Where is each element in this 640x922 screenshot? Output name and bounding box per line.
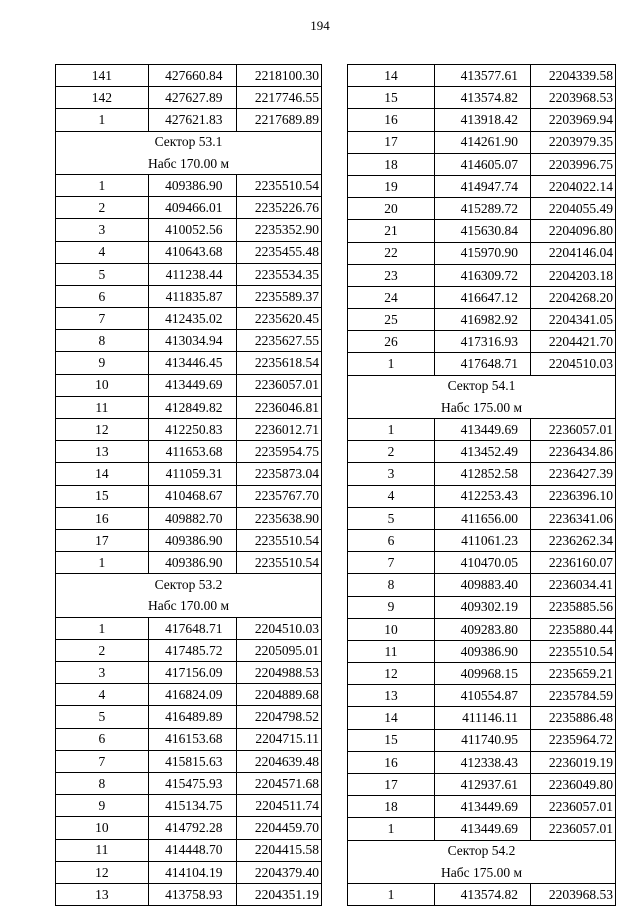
table-row	[56, 773, 322, 795]
table-row	[348, 109, 616, 131]
table-row	[56, 728, 322, 750]
y-coordinate-cell: 2204889.68	[237, 684, 322, 706]
x-coordinate-cell: 412937.61	[435, 774, 531, 796]
point-number-cell: 10	[56, 817, 149, 839]
point-number-cell: 1	[56, 617, 149, 639]
table-row	[56, 87, 322, 109]
y-coordinate-cell: 2236434.86	[531, 441, 616, 463]
x-coordinate-cell: 413758.93	[148, 883, 237, 905]
table-row	[348, 707, 616, 729]
y-coordinate-cell: 2236341.06	[531, 507, 616, 529]
table-row	[348, 242, 616, 264]
point-number-cell: 20	[348, 198, 435, 220]
table-row	[56, 617, 322, 639]
y-coordinate-cell: 2236427.39	[531, 463, 616, 485]
table-row	[348, 264, 616, 286]
point-number-cell: 1	[56, 109, 149, 131]
x-coordinate-cell: 413449.69	[435, 818, 531, 840]
point-number-cell: 4	[56, 241, 149, 263]
y-coordinate-cell: 2236262.34	[531, 529, 616, 551]
table-row	[56, 795, 322, 817]
y-coordinate-cell: 2204988.53	[237, 662, 322, 684]
y-coordinate-cell: 2204351.19	[237, 883, 322, 905]
x-coordinate-cell: 409386.90	[148, 174, 237, 196]
point-number-cell: 16	[348, 751, 435, 773]
sector-title-row	[348, 375, 616, 397]
table-row	[56, 839, 322, 861]
point-number-cell: 7	[56, 750, 149, 772]
point-number-cell: 5	[56, 263, 149, 285]
y-coordinate-cell: 2235885.56	[531, 596, 616, 618]
y-coordinate-cell: 2204421.70	[531, 331, 616, 353]
x-coordinate-cell: 416489.89	[148, 706, 237, 728]
point-number-cell: 17	[348, 131, 435, 153]
y-coordinate-cell: 2235510.54	[237, 529, 322, 551]
sector-height-row	[348, 862, 616, 884]
table-row	[56, 750, 322, 772]
point-number-cell: 13	[56, 883, 149, 905]
y-coordinate-cell: 2204341.05	[531, 309, 616, 331]
y-coordinate-cell: 2204639.48	[237, 750, 322, 772]
sector-title: Сектор 53.1	[56, 131, 322, 153]
x-coordinate-cell: 412338.43	[435, 751, 531, 773]
point-number-cell: 7	[348, 552, 435, 574]
point-number-cell: 7	[56, 308, 149, 330]
y-coordinate-cell: 2204268.20	[531, 286, 616, 308]
point-number-cell: 5	[348, 507, 435, 529]
table-row	[348, 131, 616, 153]
point-number-cell: 1	[348, 419, 435, 441]
point-number-cell: 18	[348, 796, 435, 818]
x-coordinate-cell: 417485.72	[148, 639, 237, 661]
point-number-cell: 22	[348, 242, 435, 264]
point-number-cell: 24	[348, 286, 435, 308]
sector-height: Набс 170.00 м	[56, 596, 322, 618]
y-coordinate-cell: 2204415.58	[237, 839, 322, 861]
y-coordinate-cell: 2204571.68	[237, 773, 322, 795]
table-row	[56, 861, 322, 883]
table-row	[348, 883, 616, 905]
y-coordinate-cell: 2235620.45	[237, 308, 322, 330]
table-row	[348, 796, 616, 818]
table-row	[56, 507, 322, 529]
y-coordinate-cell: 2235638.90	[237, 507, 322, 529]
x-coordinate-cell: 415289.72	[435, 198, 531, 220]
table-row	[348, 640, 616, 662]
x-coordinate-cell: 410643.68	[148, 241, 237, 263]
x-coordinate-cell: 411238.44	[148, 263, 237, 285]
x-coordinate-cell: 411146.11	[435, 707, 531, 729]
point-number-cell: 21	[348, 220, 435, 242]
table-row	[348, 463, 616, 485]
x-coordinate-cell: 409882.70	[148, 507, 237, 529]
x-coordinate-cell: 412852.58	[435, 463, 531, 485]
y-coordinate-cell: 2236019.19	[531, 751, 616, 773]
x-coordinate-cell: 416309.72	[435, 264, 531, 286]
x-coordinate-cell: 416647.12	[435, 286, 531, 308]
table-row	[348, 309, 616, 331]
y-coordinate-cell: 2217689.89	[237, 109, 322, 131]
y-coordinate-cell: 2203968.53	[531, 87, 616, 109]
x-coordinate-cell: 409386.90	[148, 552, 237, 574]
table-row	[56, 352, 322, 374]
table-row	[56, 485, 322, 507]
right-coordinate-table	[347, 64, 616, 906]
table-row	[348, 685, 616, 707]
point-number-cell: 8	[348, 574, 435, 596]
y-coordinate-cell: 2236057.01	[531, 796, 616, 818]
point-number-cell: 1	[348, 818, 435, 840]
x-coordinate-cell: 412849.82	[148, 396, 237, 418]
table-row	[348, 331, 616, 353]
x-coordinate-cell: 417648.71	[435, 353, 531, 375]
table-row	[56, 263, 322, 285]
y-coordinate-cell: 2204510.03	[237, 617, 322, 639]
y-coordinate-cell: 2235954.75	[237, 441, 322, 463]
x-coordinate-cell: 413449.69	[148, 374, 237, 396]
x-coordinate-cell: 413446.45	[148, 352, 237, 374]
point-number-cell: 1	[56, 552, 149, 574]
point-number-cell: 17	[56, 529, 149, 551]
y-coordinate-cell: 2235767.70	[237, 485, 322, 507]
table-row	[56, 706, 322, 728]
y-coordinate-cell: 2204510.03	[531, 353, 616, 375]
y-coordinate-cell: 2204096.80	[531, 220, 616, 242]
point-number-cell: 17	[348, 774, 435, 796]
table-row	[56, 285, 322, 307]
y-coordinate-cell: 2236160.07	[531, 552, 616, 574]
x-coordinate-cell: 409386.90	[148, 529, 237, 551]
x-coordinate-cell: 413452.49	[435, 441, 531, 463]
x-coordinate-cell: 412253.43	[435, 485, 531, 507]
x-coordinate-cell: 411835.87	[148, 285, 237, 307]
table-row	[348, 618, 616, 640]
x-coordinate-cell: 413574.82	[435, 883, 531, 905]
sector-height-row	[56, 153, 322, 175]
y-coordinate-cell: 2235618.54	[237, 352, 322, 374]
y-coordinate-cell: 2205095.01	[237, 639, 322, 661]
table-row	[56, 65, 322, 87]
table-row	[56, 197, 322, 219]
y-coordinate-cell: 2218100.30	[237, 65, 322, 87]
table-row	[348, 485, 616, 507]
y-coordinate-cell: 2204379.40	[237, 861, 322, 883]
point-number-cell: 9	[348, 596, 435, 618]
table-row	[56, 241, 322, 263]
y-coordinate-cell: 2235589.37	[237, 285, 322, 307]
x-coordinate-cell: 413034.94	[148, 330, 237, 352]
point-number-cell: 1	[348, 353, 435, 375]
y-coordinate-cell: 2235659.21	[531, 663, 616, 685]
y-coordinate-cell: 2203969.94	[531, 109, 616, 131]
y-coordinate-cell: 2203979.35	[531, 131, 616, 153]
table-row	[56, 441, 322, 463]
x-coordinate-cell: 414448.70	[148, 839, 237, 861]
x-coordinate-cell: 415970.90	[435, 242, 531, 264]
y-coordinate-cell: 2204203.18	[531, 264, 616, 286]
x-coordinate-cell: 415630.84	[435, 220, 531, 242]
x-coordinate-cell: 412250.83	[148, 419, 237, 441]
table-row	[56, 330, 322, 352]
x-coordinate-cell: 411740.95	[435, 729, 531, 751]
point-number-cell: 4	[348, 485, 435, 507]
x-coordinate-cell: 417156.09	[148, 662, 237, 684]
table-row	[56, 396, 322, 418]
x-coordinate-cell: 409302.19	[435, 596, 531, 618]
table-row	[56, 419, 322, 441]
x-coordinate-cell: 411656.00	[435, 507, 531, 529]
x-coordinate-cell: 415815.63	[148, 750, 237, 772]
table-row	[56, 662, 322, 684]
y-coordinate-cell: 2235510.54	[237, 174, 322, 196]
y-coordinate-cell: 2204339.58	[531, 65, 616, 87]
point-number-cell: 4	[56, 684, 149, 706]
point-number-cell: 6	[56, 285, 149, 307]
table-row	[348, 818, 616, 840]
x-coordinate-cell: 409466.01	[148, 197, 237, 219]
x-coordinate-cell: 409386.90	[435, 640, 531, 662]
x-coordinate-cell: 411059.31	[148, 463, 237, 485]
sector-height: Набс 170.00 м	[56, 153, 322, 175]
point-number-cell: 2	[348, 441, 435, 463]
sector-title: Сектор 54.1	[348, 375, 616, 397]
point-number-cell: 11	[56, 839, 149, 861]
y-coordinate-cell: 2203996.75	[531, 153, 616, 175]
x-coordinate-cell: 427621.83	[148, 109, 237, 131]
x-coordinate-cell: 427627.89	[148, 87, 237, 109]
table-row	[348, 751, 616, 773]
y-coordinate-cell: 2235352.90	[237, 219, 322, 241]
x-coordinate-cell: 416153.68	[148, 728, 237, 750]
y-coordinate-cell: 2235784.59	[531, 685, 616, 707]
point-number-cell: 15	[56, 485, 149, 507]
y-coordinate-cell: 2236046.81	[237, 396, 322, 418]
y-coordinate-cell: 2235886.48	[531, 707, 616, 729]
point-number-cell: 11	[348, 640, 435, 662]
table-row	[348, 175, 616, 197]
point-number-cell: 10	[348, 618, 435, 640]
table-row	[348, 729, 616, 751]
point-number-cell: 3	[56, 219, 149, 241]
x-coordinate-cell: 414261.90	[435, 131, 531, 153]
point-number-cell: 8	[56, 773, 149, 795]
x-coordinate-cell: 413449.69	[435, 419, 531, 441]
y-coordinate-cell: 2204022.14	[531, 175, 616, 197]
y-coordinate-cell: 2204715.11	[237, 728, 322, 750]
x-coordinate-cell: 410554.87	[435, 685, 531, 707]
point-number-cell: 1	[56, 174, 149, 196]
y-coordinate-cell: 2236012.71	[237, 419, 322, 441]
x-coordinate-cell: 413574.82	[435, 87, 531, 109]
y-coordinate-cell: 2235964.72	[531, 729, 616, 751]
sector-title: Сектор 53.2	[56, 574, 322, 596]
y-coordinate-cell: 2235627.55	[237, 330, 322, 352]
x-coordinate-cell: 412435.02	[148, 308, 237, 330]
point-number-cell: 16	[348, 109, 435, 131]
table-row	[56, 552, 322, 574]
point-number-cell: 15	[348, 87, 435, 109]
point-number-cell: 5	[56, 706, 149, 728]
y-coordinate-cell: 2236057.01	[237, 374, 322, 396]
sector-height: Набс 175.00 м	[348, 397, 616, 419]
page-number: 194	[310, 18, 330, 33]
point-number-cell: 10	[56, 374, 149, 396]
point-number-cell: 14	[348, 707, 435, 729]
table-row	[348, 507, 616, 529]
point-number-cell: 2	[56, 639, 149, 661]
y-coordinate-cell: 2217746.55	[237, 87, 322, 109]
point-number-cell: 19	[348, 175, 435, 197]
point-number-cell: 13	[348, 685, 435, 707]
y-coordinate-cell: 2235455.48	[237, 241, 322, 263]
table-row	[348, 441, 616, 463]
x-coordinate-cell: 410470.05	[435, 552, 531, 574]
table-row	[348, 353, 616, 375]
x-coordinate-cell: 411653.68	[148, 441, 237, 463]
point-number-cell: 16	[56, 507, 149, 529]
point-number-cell: 3	[56, 662, 149, 684]
y-coordinate-cell: 2204146.04	[531, 242, 616, 264]
table-row	[56, 817, 322, 839]
x-coordinate-cell: 416824.09	[148, 684, 237, 706]
table-row	[348, 529, 616, 551]
point-number-cell: 11	[56, 396, 149, 418]
x-coordinate-cell: 410052.56	[148, 219, 237, 241]
left-coordinate-table	[55, 64, 322, 906]
x-coordinate-cell: 413449.69	[435, 796, 531, 818]
point-number-cell: 3	[348, 463, 435, 485]
point-number-cell: 2	[56, 197, 149, 219]
point-number-cell: 8	[56, 330, 149, 352]
x-coordinate-cell: 414605.07	[435, 153, 531, 175]
y-coordinate-cell: 2236049.80	[531, 774, 616, 796]
y-coordinate-cell: 2204459.70	[237, 817, 322, 839]
x-coordinate-cell: 417648.71	[148, 617, 237, 639]
table-row	[348, 198, 616, 220]
point-number-cell: 9	[56, 795, 149, 817]
y-coordinate-cell: 2204511.74	[237, 795, 322, 817]
x-coordinate-cell: 416982.92	[435, 309, 531, 331]
sector-height: Набс 175.00 м	[348, 862, 616, 884]
table-row	[56, 639, 322, 661]
x-coordinate-cell: 413577.61	[435, 65, 531, 87]
point-number-cell: 23	[348, 264, 435, 286]
point-number-cell: 142	[56, 87, 149, 109]
y-coordinate-cell: 2235873.04	[237, 463, 322, 485]
y-coordinate-cell: 2204055.49	[531, 198, 616, 220]
table-row	[348, 574, 616, 596]
sector-title-row	[56, 574, 322, 596]
x-coordinate-cell: 415134.75	[148, 795, 237, 817]
table-row	[56, 684, 322, 706]
y-coordinate-cell: 2204798.52	[237, 706, 322, 728]
table-row	[348, 286, 616, 308]
y-coordinate-cell: 2235880.44	[531, 618, 616, 640]
point-number-cell: 9	[56, 352, 149, 374]
x-coordinate-cell: 410468.67	[148, 485, 237, 507]
sector-height-row	[348, 397, 616, 419]
y-coordinate-cell: 2236057.01	[531, 419, 616, 441]
y-coordinate-cell: 2236034.41	[531, 574, 616, 596]
x-coordinate-cell: 427660.84	[148, 65, 237, 87]
table-row	[348, 419, 616, 441]
point-number-cell: 14	[56, 463, 149, 485]
table-row	[56, 174, 322, 196]
point-number-cell: 12	[56, 419, 149, 441]
y-coordinate-cell: 2235534.35	[237, 263, 322, 285]
x-coordinate-cell: 417316.93	[435, 331, 531, 353]
table-row	[348, 65, 616, 87]
point-number-cell: 25	[348, 309, 435, 331]
point-number-cell: 12	[348, 663, 435, 685]
point-number-cell: 6	[56, 728, 149, 750]
table-row	[348, 663, 616, 685]
y-coordinate-cell: 2236057.01	[531, 818, 616, 840]
sector-title-row	[56, 131, 322, 153]
table-row	[56, 463, 322, 485]
point-number-cell: 15	[348, 729, 435, 751]
x-coordinate-cell: 414947.74	[435, 175, 531, 197]
point-number-cell: 6	[348, 529, 435, 551]
point-number-cell: 26	[348, 331, 435, 353]
x-coordinate-cell: 415475.93	[148, 773, 237, 795]
point-number-cell: 18	[348, 153, 435, 175]
x-coordinate-cell: 414104.19	[148, 861, 237, 883]
point-number-cell: 14	[348, 65, 435, 87]
table-row	[56, 308, 322, 330]
x-coordinate-cell: 414792.28	[148, 817, 237, 839]
y-coordinate-cell: 2236396.10	[531, 485, 616, 507]
x-coordinate-cell: 409968.15	[435, 663, 531, 685]
x-coordinate-cell: 411061.23	[435, 529, 531, 551]
table-row	[56, 109, 322, 131]
sector-title: Сектор 54.2	[348, 840, 616, 862]
sector-height-row	[56, 596, 322, 618]
table-row	[56, 529, 322, 551]
table-row	[348, 552, 616, 574]
point-number-cell: 141	[56, 65, 149, 87]
table-row	[348, 774, 616, 796]
table-row	[348, 153, 616, 175]
x-coordinate-cell: 413918.42	[435, 109, 531, 131]
table-row	[348, 87, 616, 109]
x-coordinate-cell: 409883.40	[435, 574, 531, 596]
y-coordinate-cell: 2235510.54	[531, 640, 616, 662]
point-number-cell: 12	[56, 861, 149, 883]
table-row	[348, 596, 616, 618]
table-row	[56, 374, 322, 396]
point-number-cell: 1	[348, 883, 435, 905]
y-coordinate-cell: 2235226.76	[237, 197, 322, 219]
y-coordinate-cell: 2203968.53	[531, 883, 616, 905]
sector-title-row	[348, 840, 616, 862]
point-number-cell: 13	[56, 441, 149, 463]
table-row	[348, 220, 616, 242]
x-coordinate-cell: 409283.80	[435, 618, 531, 640]
y-coordinate-cell: 2235510.54	[237, 552, 322, 574]
table-row	[56, 883, 322, 905]
table-row	[56, 219, 322, 241]
